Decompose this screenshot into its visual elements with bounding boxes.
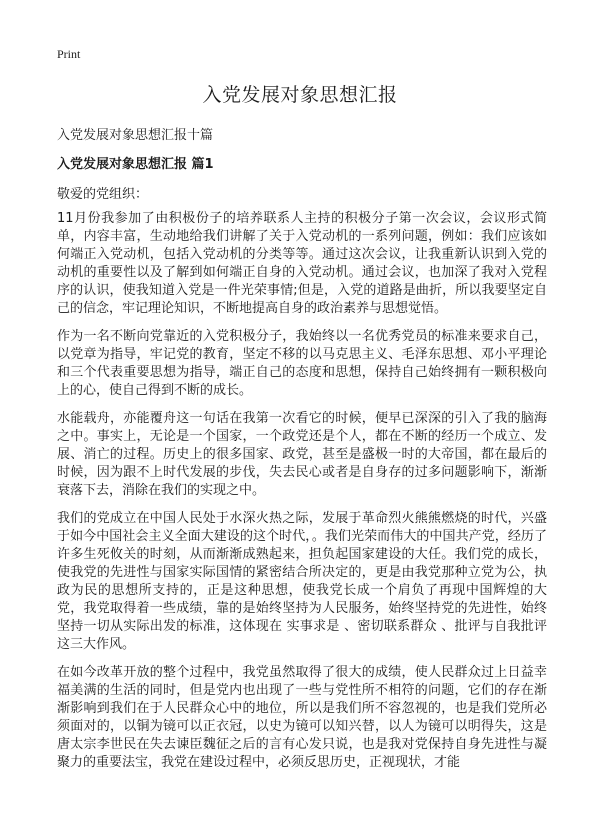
section-heading: 入党发展对象思想汇报 篇1 [57, 157, 214, 172]
paragraph-1: 11月份我参加了由积极份子的培养联系人主持的积极分子第一次会议，会议形式简单，内容丰富，生动地给我们讲解了关于入党动机的一系列问题，例如：我们应该如何端正入党动机，包括入党动机的分类等等。通过这次会议，让我重新认识到入党的动机的重要性以及了解到如何端正自身的入党动机。通过会议，也加深了我对入党程序的认识，使我知道入党是一件光荣事情;但是，入党的道路是曲折，所以我要坚定自己的信念，牢记理论知识，不断地提高自身的政治素养与思想觉悟。 [57, 211, 547, 316]
paragraph-3: 水能载舟，亦能覆舟这一句话在我第一次看它的时候，便早已深深的引入了我的脑海之中。事实上，无论是一个国家，一个政党还是个人，都在不断的经历一个成立、发展、消亡的过程。历史上的很多国家、政党，甚至是盛极一时的大帝国，都在最后的时候，因为跟不上时代发展的步伐，失去民心或者是自身存的过多问题影响下，渐渐衰落下去，消除在我们的实现之中。 [57, 411, 547, 498]
document-body [57, 210, 547, 782]
paragraph-4: 我们的党成立在中国人民处于水深火热之际，发展于革命烈火熊熊燃烧的时代，兴盛于如今中国社会主义全面大建设的这个时代，。我们光荣而伟大的中国共产党，经历了许多生死攸关的时刻，从而渐渐成熟起来，担负起国家建设的大任。我们党的成长，使我党的先进性与国家实际国情的紧密结合所决定的，更是由我党那种立党为公，执政为民的思想所支持的，正是这种思想，使我党长成一个肩负了再现中国辉煌的大党，我党取得着一些成绩，靠的是始终坚持为人民服务，始终坚持党的先进性，始终坚持一切从实际出发的标准，这体现在 实事求是 、密切联系群众 、批评与自我批评这三大作风。 [57, 511, 547, 652]
document-subtitle: 入党发展对象思想汇报十篇 [57, 128, 214, 143]
print-link[interactable]: Print [57, 47, 81, 61]
salutation: 敬爱的党组织： [57, 187, 149, 202]
paragraph-5: 在如今改革开放的整个过程中，我党虽然取得了很大的成绩，使人民群众过上日益幸福美满的生活的同时，但是党内也出现了一些与党性所不相符的问题，它们的存在渐渐影响到我们在于人民群众心中的地位，所以是我们所不容忽视的，也是我们党所必须面对的，以铜为镜可以正衣冠，以史为镜可以知兴替，以人为镜可以明得失，这是唐太宗李世民在失去谏臣魏征之后的言有心发只说，也是我对党保持自身先进性与凝聚力的重要法宝，我党在建设过程中，必须反思历史，正视现状，才能 [57, 665, 547, 770]
paragraph-2: 作为一名不断向党靠近的入党积极分子，我始终以一名优秀党员的标准来要求自己，以党章为指导，牢记党的教育，坚定不移的以马克思主义、毛泽东思想、邓小平理论和三个代表重要思想为指导，端正自己的态度和思想，保持自己始终拥有一颗积极向上的心，使自己得到不断的成长。 [57, 329, 547, 398]
page-title: 入党发展对象思想汇报 [202, 84, 398, 106]
